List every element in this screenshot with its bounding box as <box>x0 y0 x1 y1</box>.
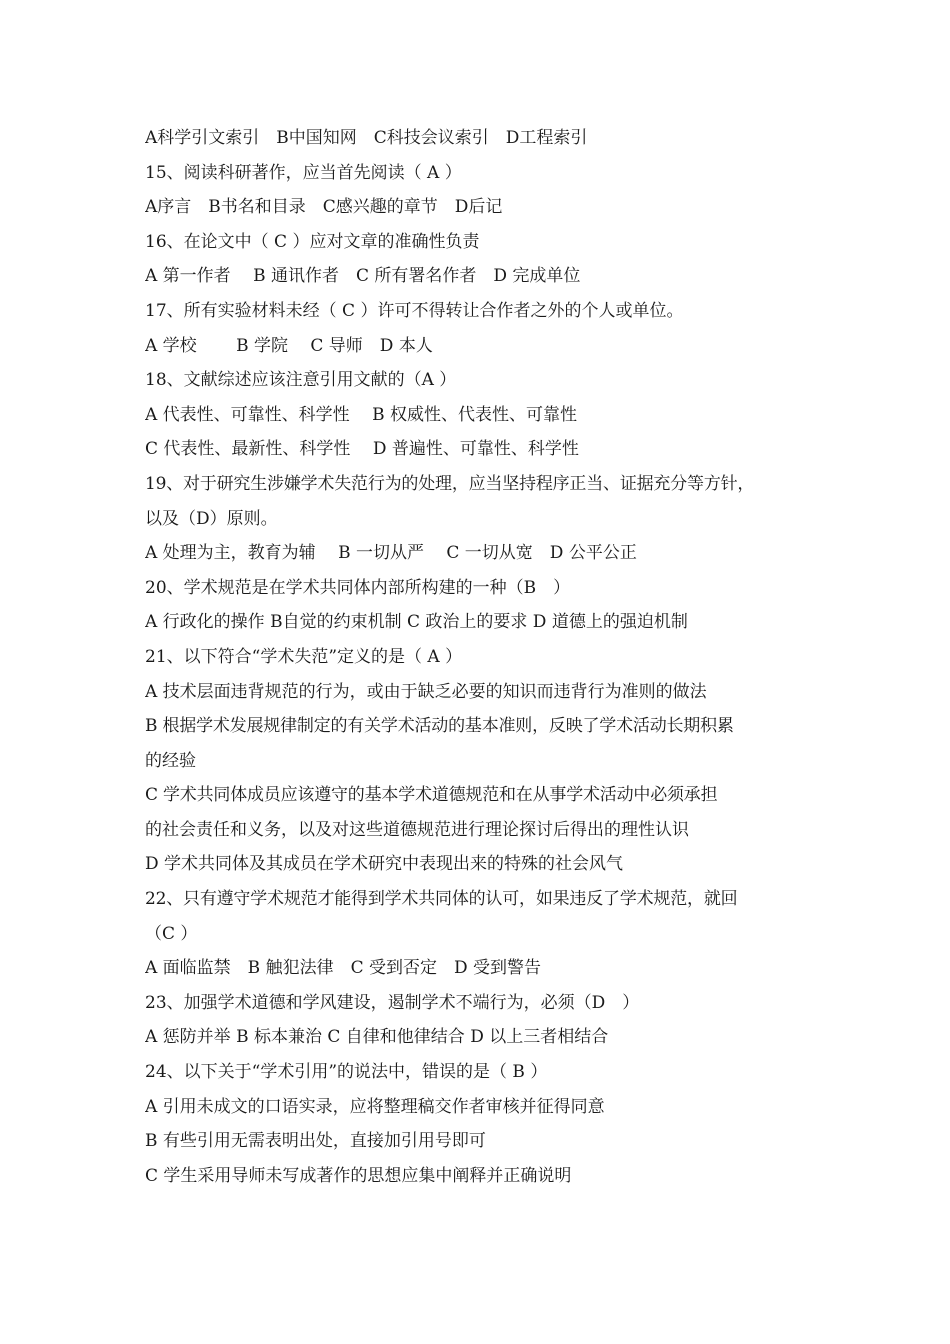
option-21-c: C 学术共同体成员应该遵守的基本学术道德规范和在从事学术活动中必须承担 <box>145 785 718 806</box>
options-22: A 面临监禁 B 触犯法律 C 受到否定 D 受到警告 <box>145 958 542 979</box>
options-23: A 惩防并举 B 标本兼治 C 自律和他律结合 D 以上三者相结合 <box>145 1027 609 1048</box>
options-16: A 第一作者 B 通讯作者 C 所有署名作者 D 完成单位 <box>145 266 581 287</box>
question-21: 21、以下符合“学术失范”定义的是（ A ） <box>145 646 463 667</box>
options-20: A 行政化的操作 B自觉的约束机制 C 政治上的要求 D 道德上的强迫机制 <box>145 612 688 633</box>
options-19: A 处理为主，教育为辅 B 一切从严 C 一切从宽 D 公平公正 <box>145 543 637 564</box>
option-24-c: C 学生采用导师未写成著作的思想应集中阐释并正确说明 <box>145 1165 572 1186</box>
question-15: 15、阅读科研著作，应当首先阅读（ A ） <box>145 162 462 183</box>
options-18-ab: A 代表性、可靠性、科学性 B 权威性、代表性、可靠性 <box>145 404 577 425</box>
text-line: A科学引文索引 B中国知网 C科技会议索引 D工程索引 <box>145 128 588 148</box>
question-16: 16、在论文中（ C ）应对文章的准确性负责 <box>145 231 480 252</box>
option-24-b: B 有些引用无需表明出处，直接加引用号即可 <box>145 1131 486 1152</box>
options-18-cd: C 代表性、最新性、科学性 D 普遍性、可靠性、科学性 <box>145 439 579 460</box>
document-body <box>145 121 810 1193</box>
question-18: 18、文献综述应该注意引用文献的（A ） <box>145 370 457 391</box>
option-21-a: A 技术层面违背规范的行为，或由于缺乏必要的知识而违背行为准则的做法 <box>145 681 707 702</box>
option-21-c-cont: 的社会责任和义务，以及对这些道德规范进行理论探讨后得出的理性认识 <box>145 819 689 840</box>
option-21-b-cont: 的经验 <box>145 750 196 771</box>
question-23: 23、加强学术道德和学风建设，遏制学术不端行为，必须（D ） <box>145 992 640 1013</box>
question-24: 24、以下关于“学术引用”的说法中，错误的是（ B ） <box>145 1062 548 1083</box>
options-17: A 学校 B 学院 C 导师 D 本人 <box>145 335 433 356</box>
option-21-d: D 学术共同体及其成员在学术研究中表现出来的特殊的社会风气 <box>145 854 624 875</box>
question-19-cont: 以及（D）原则。 <box>145 508 278 529</box>
question-22: 22、只有遵守学术规范才能得到学术共同体的认可，如果违反了学术规范，就回 <box>145 889 738 910</box>
question-19: 19、对于研究生涉嫌学术失范行为的处理，应当坚持程序正当、证据充分等方针， <box>145 473 755 494</box>
options-15: A序言 B书名和目录 C感兴趣的章节 D后记 <box>145 197 503 218</box>
option-21-b: B 根据学术发展规律制定的有关学术活动的基本准则，反映了学术活动长期积累 <box>145 716 734 737</box>
question-17: 17、所有实验材料未经（ C ）许可不得转让合作者之外的个人或单位。 <box>145 300 684 321</box>
option-24-a: A 引用未成文的口语实录，应将整理稿交作者审核并征得同意 <box>145 1096 605 1117</box>
question-22-cont: （C ） <box>145 923 198 944</box>
question-20: 20、学术规范是在学术共同体内部所构建的一种（B ） <box>145 577 571 598</box>
